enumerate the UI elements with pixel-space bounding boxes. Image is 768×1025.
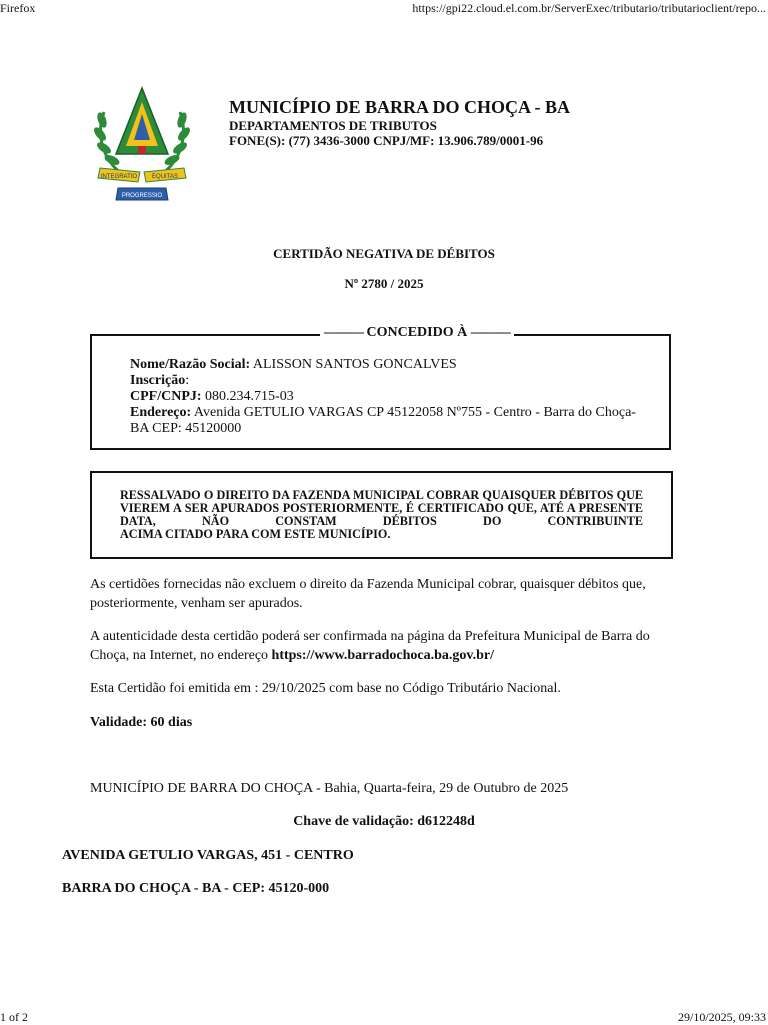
cpf-label: CPF/CNPJ: <box>130 389 202 404</box>
page-indicator: 1 of 2 <box>0 1010 28 1024</box>
place-date: MUNICÍPIO DE BARRA DO CHOÇA - Bahia, Quarta-feira, 29 de Outubro de 2025 <box>90 781 569 796</box>
document-number: Nº 2780 / 2025 <box>344 276 424 291</box>
page-url: https://gpi22.cloud.el.com.br/ServerExec/tributario/tributarioclient/repo... <box>412 1 766 15</box>
notice-last-line: ACIMA CITADO PARA COM ESTE MUNICÍPIO. <box>120 527 391 541</box>
address-line-1: AVENIDA GETULIO VARGAS, 451 - CENTRO <box>62 848 354 863</box>
notice-text: RESSALVADO O DIREITO DA FAZENDA MUNICIPAL COBRAR QUAISQUER DÉBITOS QUE VIEREM A SER APURADOS POSTERIORMENTE, É CERTIFICADO QUE, ATÉ A PRESENTE DATA, NÃO CONSTAM DÉBITOS DO CONTRIBUINTE ACIMA CITADO PARA COM ESTE MUNICÍPIO. <box>120 488 643 541</box>
address-row <box>130 405 650 437</box>
print-datetime: 29/10/2025, 09:33 <box>677 1010 766 1024</box>
cpf-value: 080.234.715-03 <box>201 389 294 404</box>
notice-box <box>90 471 673 559</box>
inscricao-value: : <box>185 373 190 388</box>
cpf-row <box>130 389 650 405</box>
paragraph-rights: As certidões fornecidas não excluem o direito da Fazenda Municipal cobrar, quaisquer débitos que, posteriormente, venham ser apurados. <box>90 577 646 611</box>
svg-text:INTEGRATIO: INTEGRATIO <box>100 174 138 180</box>
prefecture-link[interactable]: https://www.barradochoca.ba.gov.br/ <box>271 648 494 663</box>
municipality-name: MUNICÍPIO DE BARRA DO CHOÇA - BA <box>229 97 571 117</box>
department-name: DEPARTAMENTOS DE TRIBUTOS <box>229 118 437 133</box>
paragraph-issued: Esta Certidão foi emitida em : 29/10/2025 com base no Código Tributário Nacional. <box>90 681 561 696</box>
address-value: Avenida GETULIO VARGAS CP 45122058 Nº755 - Centro - Barra do Choça-BA CEP: 45120000 <box>130 405 636 436</box>
granted-to-legend: ——— CONCEDIDO À ——— <box>320 325 514 341</box>
inscricao-row <box>130 373 650 389</box>
name-value: ALISSON SANTOS GONCALVES <box>250 357 457 372</box>
inscricao-label: Inscrição <box>130 373 186 388</box>
address-label: Endereço: <box>130 405 192 420</box>
address-line-2: BARRA DO CHOÇA - BA - CEP: 45120-000 <box>62 881 330 896</box>
coat-of-arms-icon <box>92 84 192 208</box>
taxpayer-fields <box>130 357 650 437</box>
browser-app-name: Firefox <box>0 1 36 15</box>
name-label: Nome/Razão Social: <box>130 357 251 372</box>
svg-text:PROGRESSIO: PROGRESSIO <box>121 193 163 199</box>
svg-text:EQUITAS: EQUITAS <box>152 174 178 180</box>
validity: Validade: 60 dias <box>90 715 193 730</box>
validation-key: Chave de validação: d612248d <box>293 814 475 829</box>
paragraph-authenticity: A autenticidade desta certidão poderá ser confirmada na página da Prefeitura Municipal de Barra do Choça, na Internet, no endereço https://www.barradochoca.ba.gov.br/ <box>90 629 650 663</box>
document-title: CERTIDÃO NEGATIVA DE DÉBITOS <box>273 246 495 261</box>
issuer-header <box>229 96 570 148</box>
municipal-coat-of-arms <box>92 84 192 208</box>
name-row <box>130 357 650 373</box>
contact-line: FONE(S): (77) 3436-3000 CNPJ/MF: 13.906.789/0001-96 <box>229 133 544 148</box>
